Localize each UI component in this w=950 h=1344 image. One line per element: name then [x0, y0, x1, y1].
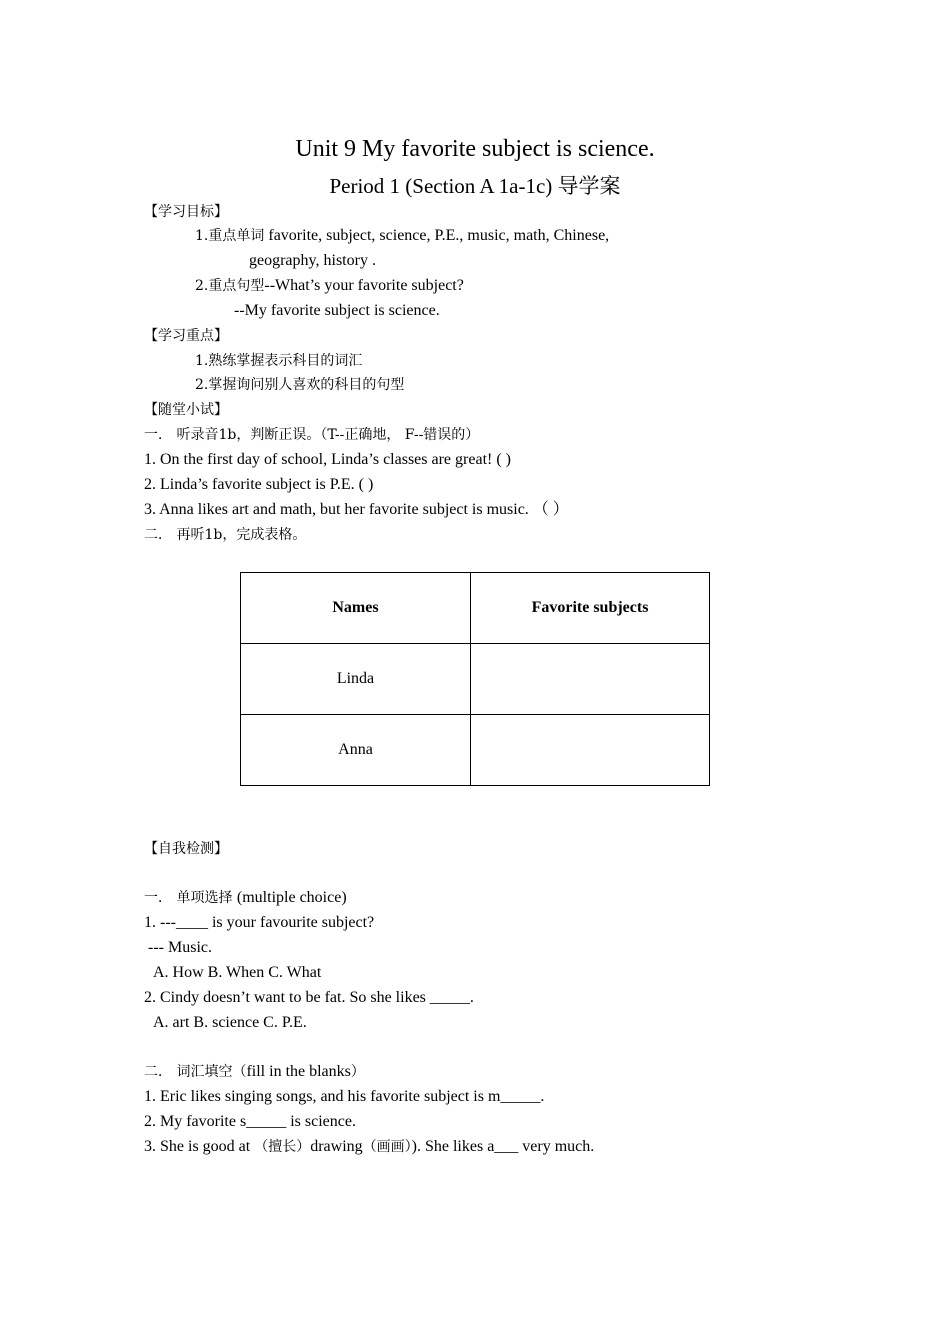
objective-2-prefix: 2.重点句型	[195, 278, 265, 294]
mc-q1-options: A. How B. When C. What	[153, 964, 322, 981]
objective-1-prefix: 1.重点单词	[195, 228, 265, 244]
quiz-part1-title: 一． 听录音1b，判断正误。（T--正确地， F--错误的）	[144, 427, 480, 443]
blank-3-c: drawing	[310, 1138, 363, 1155]
mc-q1: 1. ---____ is your favourite subject?	[144, 914, 375, 931]
table-row	[241, 644, 710, 715]
page-subtitle: Period 1 (Section A 1a-1c) 导学案	[329, 174, 621, 198]
key-point-1: 1.熟练掌握表示科目的词汇	[195, 353, 363, 369]
blank-3	[144, 1137, 594, 1157]
favorite-subjects-table	[240, 572, 710, 786]
mc-q1-answer: --- Music.	[148, 939, 212, 956]
self-check-header: 【自我检测】	[144, 841, 228, 857]
mc-q2-options: A. art B. science C. P.E.	[153, 1014, 307, 1031]
cell-name: Linda	[241, 644, 471, 715]
quiz-q2: 2. Linda’s favorite subject is P.E. ( )	[144, 476, 374, 493]
self-check-part1-title	[144, 888, 347, 908]
blank-3-d: （画画）	[362, 1139, 412, 1155]
blank-3-e: ). She likes a___ very much.	[411, 1138, 595, 1155]
objective-2-text: --What’s your favorite subject?	[264, 277, 464, 294]
blank-2: 2. My favorite s_____ is science.	[144, 1113, 356, 1130]
quiz-part2-title: 二． 再听1b，完成表格。	[144, 527, 307, 543]
header-names: Names	[241, 573, 471, 644]
key-point-2: 2.掌握询问别人喜欢的科目的句型	[195, 377, 405, 393]
key-points-header: 【学习重点】	[144, 328, 228, 344]
cell-subject[interactable]	[470, 644, 709, 715]
page-title: Unit 9 My favorite subject is science.	[295, 136, 655, 162]
quiz-q1: 1. On the first day of school, Linda’s classes are great! ( )	[144, 451, 511, 468]
self-check-part2-title	[144, 1062, 365, 1082]
part1-title-en: (multiple choice)	[236, 889, 347, 906]
part2-title-cn: 二． 词汇填空（	[144, 1064, 247, 1080]
quiz-q3: 3. Anna likes art and math, but her favorite subject is music. （ ）	[144, 501, 569, 518]
header-favorite-subjects: Favorite subjects	[470, 573, 709, 644]
objective-1	[195, 226, 609, 246]
quiz-header: 【随堂小试】	[144, 402, 228, 418]
part1-title-cn: 一． 单项选择	[144, 890, 237, 906]
objective-2	[195, 276, 464, 296]
cell-name: Anna	[241, 715, 471, 786]
blank-3-a: 3. She is good at	[144, 1138, 255, 1155]
objective-1-cont: geography, history .	[249, 252, 376, 269]
blank-3-b: （擅长）	[254, 1139, 311, 1155]
mc-q2: 2. Cindy doesn’t want to be fat. So she likes _____.	[144, 989, 474, 1006]
objective-2-cont: --My favorite subject is science.	[234, 302, 440, 319]
table-header-row	[241, 573, 710, 644]
blank-1: 1. Eric likes singing songs, and his favorite subject is m_____.	[144, 1088, 545, 1105]
objectives-header: 【学习目标】	[144, 204, 228, 220]
objective-1-text: favorite, subject, science, P.E., music, math, Chinese,	[264, 227, 610, 244]
cell-subject[interactable]	[470, 715, 709, 786]
part2-title-en: fill in the blanks	[246, 1063, 351, 1080]
part2-title-end: ）	[350, 1064, 365, 1080]
table-row	[241, 715, 710, 786]
